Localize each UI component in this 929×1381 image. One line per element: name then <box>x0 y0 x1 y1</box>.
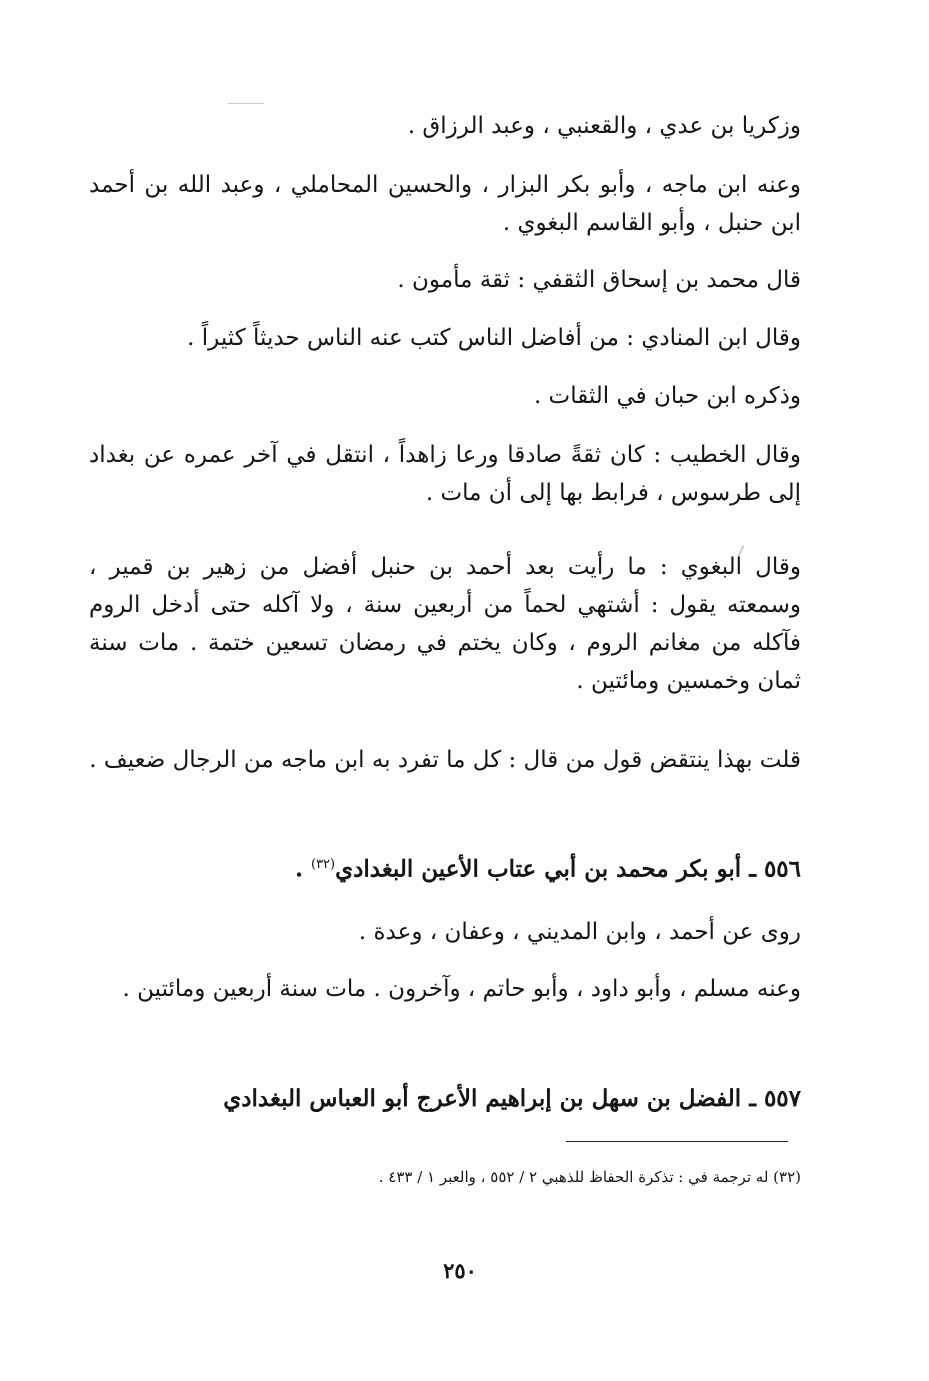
scan-speck <box>228 103 264 104</box>
paragraph-narrated-from: روى عن أحمد ، وابن المديني ، وعفان ، وعدة . <box>358 919 801 945</box>
paragraph-khatib-quote: وقال الخطيب : كان ثقةً صادقا ورعا زاهداً ، انتقل في آخر عمره عن بغداد إلى طرسوس ، فرابط بها إلى أن مات . <box>89 442 801 506</box>
entry-heading-557: ٥٥٧ ـ الفضل بن سهل بن إبراهيم الأعرج أبو العباس البغدادي <box>223 1085 801 1112</box>
footnote-reference: (٣٢) <box>310 857 336 872</box>
paragraph-narrators-and-death: وعنه مسلم ، وأبو داود ، وأبو حاتم ، وآخرون . مات سنة أربعين ومائتين . <box>122 976 801 1002</box>
footnote-separator <box>566 1141 788 1142</box>
paragraph-munadi-quote: وقال ابن المنادي : من أفاضل الناس كتب عنه الناس حديثاً كثيراً . <box>187 325 801 351</box>
footnote-32: (٣٢) له ترجمة في : تذكرة الحفاظ للذهبي ٢ / ٥٥٢ ، والعبر ١ / ٤٣٣ . <box>378 1168 801 1186</box>
entry-heading-556-text: ٥٥٦ ـ أبو بكر محمد بن أبي عتاب الأعين البغدادي <box>335 855 801 883</box>
entry-heading-556-tail: . <box>294 855 311 883</box>
paragraph-thaqafi-quote: قال محمد بن إسحاق الثقفي : ثقة مأمون . <box>397 267 801 293</box>
entry-heading-556 <box>89 846 801 889</box>
page-number: ٢٥٠ <box>443 1258 477 1283</box>
paragraph-author-remark: قلت بهذا ينتقض قول من قال : كل ما تفرد به ابن ماجه من الرجال ضعيف . <box>89 747 801 773</box>
paragraph-students: وعنه ابن ماجه ، وأبو بكر البزار ، والحسين المحاملي ، وعبد الله بن أحمد ابن حنبل ، وأبو القاسم البغوي . <box>89 172 801 236</box>
paragraph-baghawi-quote: وقال البغوي : ما رأيت بعد أحمد بن حنبل أفضل من زهير بن قمير ، وسمعته يقول : أشتهي لحماً من أربعين سنة ، ولا آكله حتى أدخل الروم فآكله من مغانم الروم ، وكان يختم في رمضان تسعين ختمة . مات سنة ثمان وخمسين ومائتين . <box>89 554 801 694</box>
paragraph-ibn-hibban: وذكره ابن حبان في الثقات . <box>533 383 801 409</box>
paragraph-teachers-continued: وزكريا بن عدي ، والقعنبي ، وعبد الرزاق . <box>407 113 801 139</box>
